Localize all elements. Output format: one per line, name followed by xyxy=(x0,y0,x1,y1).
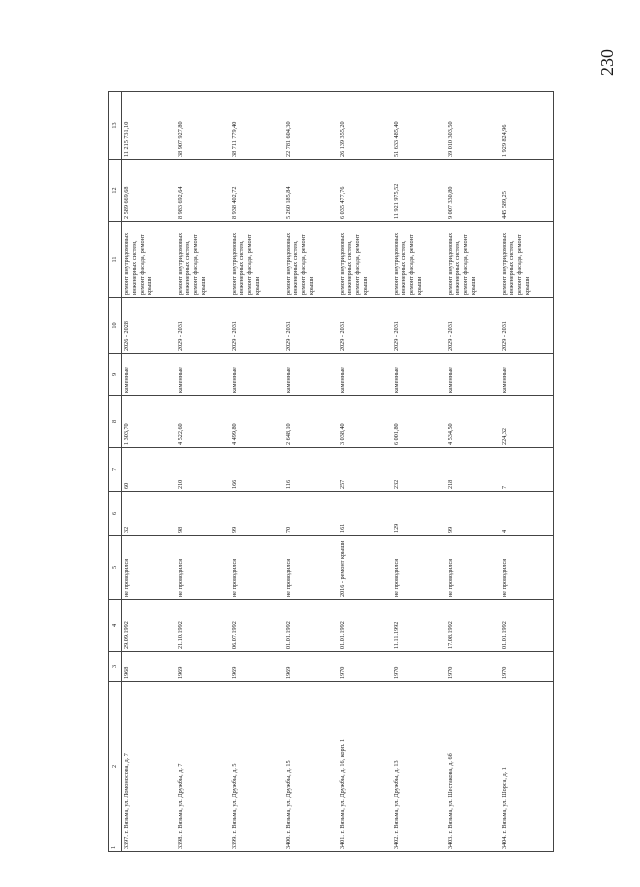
row-number: 3404. xyxy=(500,835,508,849)
column-header: 9 xyxy=(109,354,122,396)
address-cell xyxy=(446,682,500,852)
table-row xyxy=(176,92,230,852)
address-cell xyxy=(392,682,446,852)
row-address: г. Вязьма, ул. Шорса, д. 1 xyxy=(500,767,508,834)
period-cell: 2026 - 2028 xyxy=(122,298,176,354)
table-row xyxy=(284,92,338,852)
year-cell: 1969 xyxy=(230,652,284,682)
row-number: 3403. xyxy=(446,835,454,849)
column-header: 12 xyxy=(109,160,122,222)
row-number: 3400. xyxy=(284,835,292,849)
cost1-cell: 5 260 185,84 xyxy=(284,160,338,222)
date-cell: 01.01.1992 xyxy=(284,600,338,652)
col7-cell: 232 xyxy=(392,448,446,492)
col6-cell: 161 xyxy=(338,492,392,536)
date-cell: 01.01.1992 xyxy=(338,600,392,652)
period-cell: 2029 - 2031 xyxy=(338,298,392,354)
works-cell: ремонт внутридомовых инженерных систем, ремонт фасада, ремонт крыши xyxy=(338,222,392,298)
table-row xyxy=(230,92,284,852)
repair-cell: не проводился xyxy=(176,536,230,600)
column-header xyxy=(109,682,122,852)
col7-cell: 218 xyxy=(446,448,500,492)
col7-cell: 210 xyxy=(176,448,230,492)
year-cell: 1970 xyxy=(500,652,554,682)
cost2-cell: 39 010 303,50 xyxy=(446,92,500,160)
repair-cell: не проводился xyxy=(446,536,500,600)
row-address: г. Вязьма, ул. Дружбы, д. 16, корп. 1 xyxy=(338,738,346,834)
date-cell: 06.07.1992 xyxy=(230,600,284,652)
table-row xyxy=(446,92,500,852)
repair-cell: не проводился xyxy=(284,536,338,600)
period-cell: 2029 - 2031 xyxy=(176,298,230,354)
address-cell xyxy=(122,682,176,852)
address-cell xyxy=(284,682,338,852)
period-cell: 2029 - 2031 xyxy=(446,298,500,354)
col6-cell: 70 xyxy=(284,492,338,536)
col7-cell: 166 xyxy=(230,448,284,492)
year-cell: 1969 xyxy=(284,652,338,682)
col6-cell: 98 xyxy=(176,492,230,536)
works-cell: ремонт внутридомовых инженерных систем, ремонт фасада, ремонт крыши xyxy=(122,222,176,298)
year-cell: 1970 xyxy=(338,652,392,682)
row-number: 3399. xyxy=(230,835,238,849)
row-address: г. Вязьма, ул. Дружбы, д. 7 xyxy=(176,763,184,834)
material-cell: каменные xyxy=(392,354,446,396)
row-address: г. Вязьма, ул. Шестакова, д. 6б xyxy=(446,753,454,834)
cost2-cell: 22 781 604,30 xyxy=(284,92,338,160)
material-cell: каменные xyxy=(500,354,554,396)
row-number: 3397. xyxy=(123,835,130,849)
page-number: 230 xyxy=(597,49,617,76)
repair-cell: не проводился xyxy=(500,536,554,600)
area-cell: 4 522,60 xyxy=(176,396,230,448)
cost2-cell: 38 711 779,40 xyxy=(230,92,284,160)
works-cell: ремонт внутридомовых инженерных систем, ремонт фасада, ремонт крыши xyxy=(500,222,554,298)
column-header-label: 2 xyxy=(111,764,119,769)
row-number: 3398. xyxy=(176,835,184,849)
column-header: 6 xyxy=(109,492,122,536)
col6-cell: 99 xyxy=(446,492,500,536)
col7-cell: 257 xyxy=(338,448,392,492)
year-cell: 1968 xyxy=(122,652,176,682)
area-cell: 4 534,50 xyxy=(446,396,500,448)
row-address: г. Вязьма, ул. Ломоносова, д. 7 xyxy=(123,753,130,834)
year-cell: 1970 xyxy=(392,652,446,682)
rotated-table-container xyxy=(108,92,628,852)
year-cell: 1970 xyxy=(446,652,500,682)
row-address: г. Вязьма, ул. Дружбы, д. 15 xyxy=(284,760,292,834)
date-cell: 01.01.1992 xyxy=(500,600,554,652)
cost2-cell: 11 215 731,10 xyxy=(122,92,176,160)
column-header-label: 1 xyxy=(110,845,117,849)
works-cell: ремонт внутридомовых инженерных систем, ремонт фасада, ремонт крыши xyxy=(446,222,500,298)
row-address: г. Вязьма, ул. Дружбы, д. 13 xyxy=(392,760,400,834)
column-header: 4 xyxy=(109,600,122,652)
row-number: 3402. xyxy=(392,835,400,849)
row-number: 3401. xyxy=(338,835,346,849)
period-cell: 2029 - 2031 xyxy=(230,298,284,354)
cost1-cell: 9 007 330,80 xyxy=(446,160,500,222)
period-cell: 2029 - 2031 xyxy=(284,298,338,354)
cost2-cell: 1 929 824,96 xyxy=(500,92,554,160)
area-cell: 3 038,40 xyxy=(338,396,392,448)
period-cell: 2029 - 2031 xyxy=(500,298,554,354)
table-row xyxy=(392,92,446,852)
area-cell: 1 303,70 xyxy=(122,396,176,448)
repair-cell: 2016 - ремонт крыши xyxy=(338,536,392,600)
column-header: 5 xyxy=(109,536,122,600)
cost1-cell: 8 983 692,64 xyxy=(176,160,230,222)
column-header: 11 xyxy=(109,222,122,298)
cost2-cell: 51 633 485,40 xyxy=(392,92,446,160)
col7-cell: 7 xyxy=(500,448,554,492)
col6-cell: 32 xyxy=(122,492,176,536)
material-cell: каменные xyxy=(338,354,392,396)
column-number-row xyxy=(109,92,122,852)
material-cell: каменные xyxy=(284,354,338,396)
area-cell: 4 499,80 xyxy=(230,396,284,448)
address-cell xyxy=(500,682,554,852)
table-row xyxy=(500,92,554,852)
works-cell: ремонт внутридомовых инженерных систем, ремонт фасада, ремонт крыши xyxy=(284,222,338,298)
column-header: 3 xyxy=(109,652,122,682)
table-row xyxy=(338,92,392,852)
material-cell: каменные xyxy=(122,354,176,396)
area-cell: 6 001,80 xyxy=(392,396,446,448)
area-cell: 2 648,10 xyxy=(284,396,338,448)
year-cell: 1969 xyxy=(176,652,230,682)
col6-cell: 129 xyxy=(392,492,446,536)
date-cell: 11.11.1992 xyxy=(392,600,446,652)
table-row xyxy=(122,92,176,852)
capital-repair-table xyxy=(108,91,554,852)
column-header: 10 xyxy=(109,298,122,354)
column-header: 7 xyxy=(109,448,122,492)
address-cell xyxy=(230,682,284,852)
cost1-cell: 2 589 669,68 xyxy=(122,160,176,222)
repair-cell: не проводился xyxy=(122,536,176,600)
cost1-cell: 6 035 477,76 xyxy=(338,160,392,222)
date-cell: 17.08.1992 xyxy=(446,600,500,652)
period-cell: 2029 - 2031 xyxy=(392,298,446,354)
row-address: г. Вязьма, ул. Дружбы, д. 5 xyxy=(230,763,238,834)
works-cell: ремонт внутридомовых инженерных систем, ремонт фасада, ремонт крыши xyxy=(230,222,284,298)
cost2-cell: 26 139 355,20 xyxy=(338,92,392,160)
col6-cell: 99 xyxy=(230,492,284,536)
cost1-cell: 445 589,25 xyxy=(500,160,554,222)
date-cell: 29.09.1992 xyxy=(122,600,176,652)
col7-cell: 60 xyxy=(122,448,176,492)
col7-cell: 116 xyxy=(284,448,338,492)
cost1-cell: 11 921 975,52 xyxy=(392,160,446,222)
repair-cell: не проводился xyxy=(230,536,284,600)
cost1-cell: 8 938 402,72 xyxy=(230,160,284,222)
cost2-cell: 38 907 927,80 xyxy=(176,92,230,160)
works-cell: ремонт внутридомовых инженерных систем, ремонт фасада, ремонт крыши xyxy=(392,222,446,298)
material-cell: каменные xyxy=(446,354,500,396)
material-cell: каменные xyxy=(176,354,230,396)
column-header: 13 xyxy=(109,92,122,160)
material-cell: каменные xyxy=(230,354,284,396)
area-cell: 224,32 xyxy=(500,396,554,448)
works-cell: ремонт внутридомовых инженерных систем, ремонт фасада, ремонт крыши xyxy=(176,222,230,298)
col6-cell: 4 xyxy=(500,492,554,536)
address-cell xyxy=(176,682,230,852)
repair-cell: не проводился xyxy=(392,536,446,600)
address-cell xyxy=(338,682,392,852)
date-cell: 21.10.1992 xyxy=(176,600,230,652)
column-header: 8 xyxy=(109,396,122,448)
